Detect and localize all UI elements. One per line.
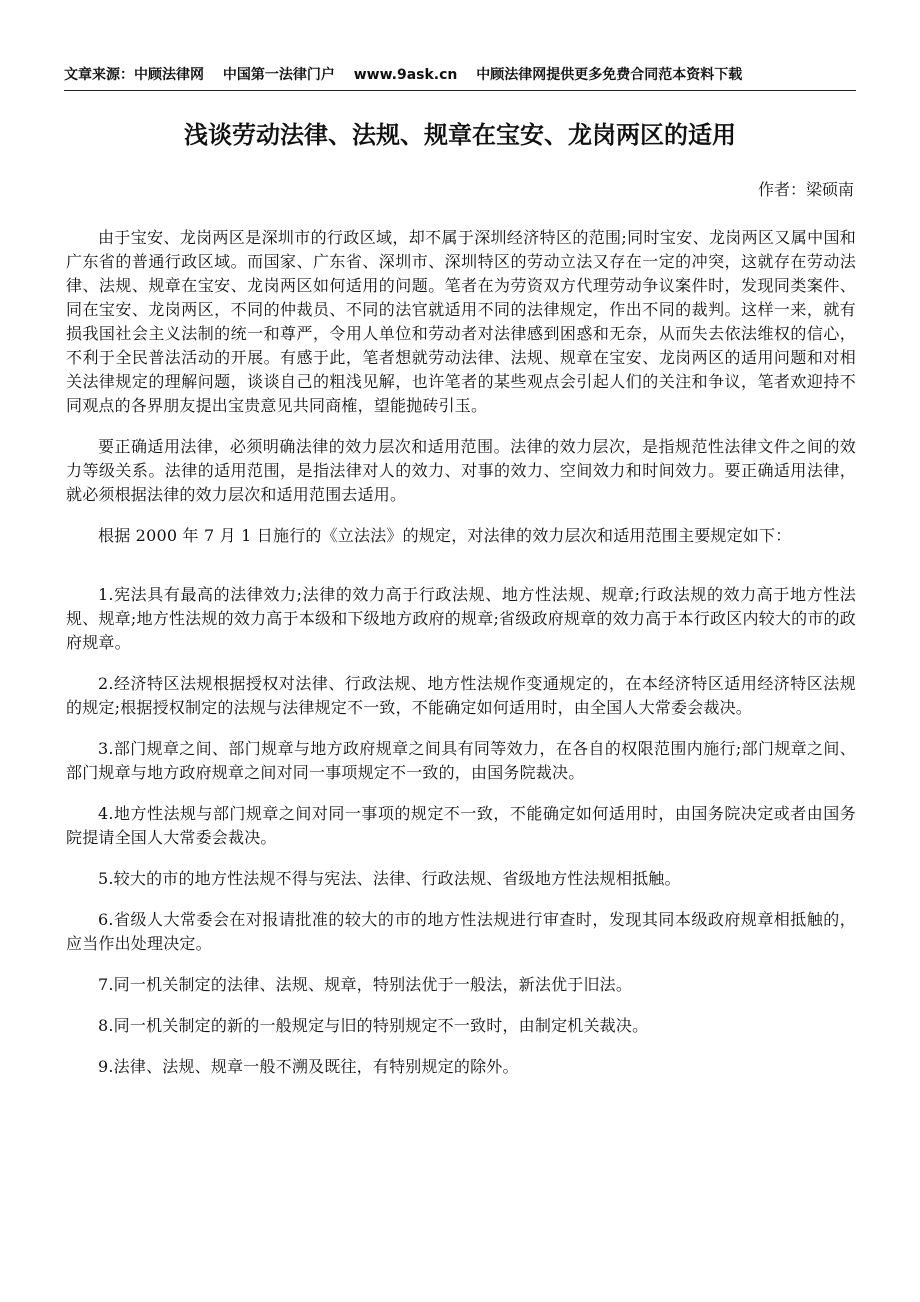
document-title: 浅谈劳动法律、法规、规章在宝安、龙岗两区的适用: [184, 121, 736, 149]
list-item-8: 8.同一机关制定的新的一般规定与旧的特别规定不一致时，由制定机关裁决。: [98, 1016, 649, 1035]
list-item-2: 2.经济特区法规根据授权对法律、行政法规、地方性法规作变通规定的，在本经济特区适用经济特区法规的规定;根据授权制定的法规与法律规定不一致，不能确定如何适用时，由全国人大常委会裁决。: [66, 674, 856, 717]
list-item-3: 3.部门规章之间、部门规章与地方政府规章之间具有同等效力，在各自的权限范围内施行;部门规章之间、部门规章与地方政府规章之间对同一事项规定不一致的，由国务院裁决。: [66, 739, 856, 782]
list-item-4: 4.地方性法规与部门规章之间对同一事项的规定不一致，不能确定如何适用时，由国务院决定或者由国务院提请全国人大常委会裁决。: [66, 804, 856, 847]
header-source: 文章来源：中顾法律网: [64, 67, 204, 83]
header-promo: 中顾法律网提供更多免费合同范本资料下载: [476, 67, 743, 83]
header-slogan: 中国第一法律门户: [222, 67, 335, 83]
paragraph-legislation-law: 根据 2000 年 7 月 1 日施行的《立法法》的规定，对法律的效力层次和适用范围主要规定如下：: [98, 526, 792, 545]
list-item-7: 7.同一机关制定的法律、法规、规章，特别法优于一般法，新法优于旧法。: [98, 975, 633, 994]
list-item-1: 1.宪法具有最高的法律效力;法律的效力高于行政法规、地方性法规、规章;行政法规的效力高于地方性法规、规章;地方性法规的效力高于本级和下级地方政府的规章;省级政府规章的效力高于本行政区内较大的市的政府规章。: [66, 585, 856, 652]
list-item-5: 5.较大的市的地方性法规不得与宪法、法律、行政法规、省级地方性法规相抵触。: [98, 869, 681, 888]
section-spacer: [66, 565, 856, 583]
document-body: [66, 226, 856, 1096]
document-author: 作者：梁硕南: [757, 180, 854, 199]
paragraph-validity: 要正确适用法律，必须明确法律的效力层次和适用范围。法律的效力层次，是指规范性法律文件之间的效力等级关系。法律的适用范围，是指法律对人的效力、对事的效力、空间效力和时间效力。要正确适用法律，就必须根据法律的效力层次和适用范围去适用。: [66, 437, 856, 504]
header-site-link[interactable]: www.9ask.cn: [353, 67, 458, 83]
list-item-9: 9.法律、法规、规章一般不溯及既往，有特别规定的除外。: [98, 1057, 519, 1076]
page-header: [64, 64, 856, 91]
list-item-6: 6.省级人大常委会在对报请批准的较大的市的地方性法规进行审查时，发现其同本级政府规章相抵触的，应当作出处理决定。: [66, 910, 856, 953]
paragraph-intro: 由于宝安、龙岗两区是深圳市的行政区域，却不属于深圳经济特区的范围;同时宝安、龙岗两区又属中国和广东省的普通行政区域。而国家、广东省、深圳市、深圳特区的劳动立法又存在一定的冲突，这就存在劳动法律、法规、规章在宝安、龙岗两区如何适用的问题。笔者在为劳资双方代理劳动争议案件时，发现同类案件、同在宝安、龙岗两区，不同的仲裁员、不同的法官就适用不同的法律规定，作出不同的裁判。这样一来，就有损我国社会主义法制的统一和尊严，令用人单位和劳动者对法律感到困惑和无奈，从而失去依法维权的信心，不利于全民普法活动的开展。有感于此，笔者想就劳动法律、法规、规章在宝安、龙岗两区的适用问题和对相关法律规定的理解问题，谈谈自己的粗浅见解，也许笔者的某些观点会引起人们的关注和争议，笔者欢迎持不同观点的各界朋友提出宝贵意见共同商榷，望能抛砖引玉。: [66, 228, 856, 415]
